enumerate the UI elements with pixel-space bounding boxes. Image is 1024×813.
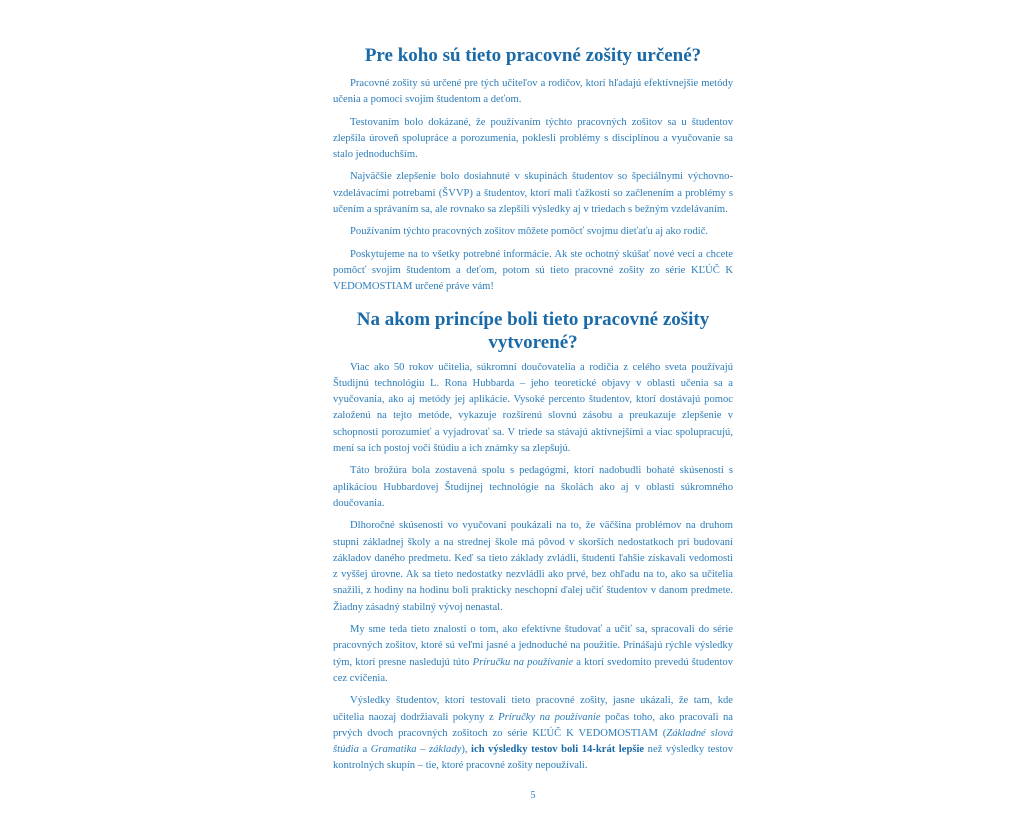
section-heading: Pre koho sú tieto pracovné zošity určené? (364, 45, 702, 66)
text: a ktorí svedomito prevedú študentov cez cvičenia. (333, 656, 733, 684)
text: a (358, 744, 371, 756)
text: Výsledky študentov, ktorí testovali tieto pracovné zošity, jasne ukázali, že tam, kde učitelia naozaj dodržiavali pokyny z (333, 695, 733, 723)
italic-title: Príručky na používanie (498, 711, 601, 723)
paragraph: Pracovné zošity sú určené pre tých učiteľov a rodičov, ktorí hľadajú efektívnejšie metódy učenia a pomoci svojim študentom a deťom. (333, 78, 733, 106)
italic-title: Základné slová štúdia (333, 727, 734, 756)
text: My sme teda tieto znalosti o tom, ako efektívne študovať a učiť sa, spracovali do série pracovných zošitov, ktoré sú veľmi jasné a jednoduché na použitie. Prinášajú rýchle výsledky tým, ktorí presne nasledujú túto (333, 624, 733, 668)
paragraph: Viac ako 50 rokov učitelia, súkromní doučovatelia a rodičia z celého sveta používajú Študijnú technológiu L. Rona Hubbarda – jeho teoretické objavy v oblasti učenia sa a vyučovania, ako aj metódy jej aplikácie. Vysoké percento študentov, ktorí dostávajú pomoc založenú na tejto metóde, vykazuje rozšírenú slovnú zásobu a preukazuje zlepšenie v schopnosti porozumieť a vyjadrovať sa. V triede sa stávajú aktívnejšími a viac spolupracujú, mení sa ich postoj voči štúdiu a ich známky sa zlepšujú. (333, 361, 733, 455)
paragraph (333, 693, 733, 774)
paragraph: Najväčšie zlepšenie bolo dosiahnuté v skupinách študentov so špeciálnymi výchovno-vzdelávacími potrebami (ŠVVP) a študentov, ktorí mali ťažkosti so začlenením a problémy s učením a správaním sa, ale rovnako sa zlepšili výsledky aj v triedach s bežným vzdelávaním. (333, 171, 733, 216)
bold-emphasis: ich výsledky testov boli 14-krát lepšie (471, 744, 645, 756)
paragraph (333, 622, 733, 687)
italic-title: Príručku na používanie (472, 656, 574, 668)
document-page (333, 0, 733, 813)
paragraph: Dlhoročné skúsenosti vo vyučovaní poukázali na to, že väčšina problémov na druhom stupni základnej školy a na strednej škole má pôvod v skorších nedostatkoch pri budovaní základov daného predmetu. Keď sa tieto základy zvládli, študenti ľahšie získavali vedomosti z vyššej úrovne. Ak sa tieto nedostatky nezvládli ako prvé, bez ohľadu na to, ako sa učitelia snažili, z hodiny na hodinu boli prakticky neschopní ďalej učiť študentov v danom predmete. Žiadny zásadný stabilný vývoj nenastal. (333, 520, 733, 613)
paragraph: Poskytujeme na to všetky potrebné informácie. Ak ste ochotný skúšať nové veci a chcete pomôcť svojim študentom a deťom, potom sú tieto pracovné zošity zo série KĽÚČ K VEDOMOSTIAM určené práve vám! (333, 248, 733, 293)
paragraph: Testovaním bolo dokázané, že používaním týchto pracovných zošitov sa u študentov zlepšila úroveň spolupráce a porozumenia, poklesli problémy s disciplínou a vyučovanie sa stalo jednoduchším. (333, 116, 733, 161)
paragraph: Používaním týchto pracovných zošitov môžete pomôcť svojmu dieťaťu aj ako rodič. (350, 226, 709, 238)
paragraph: Táto brožúra bola zostavená spolu s pedagógmi, ktorí nadobudli bohaté skúsenosti s aplikáciou Hubbardovej Študijnej technológie na školách ako aj v oblasti súkromného doučovania. (333, 465, 733, 509)
page-number: 5 (530, 789, 536, 801)
section-heading: Na akom princípe boli tieto pracovné zošity vytvorené? (356, 308, 710, 353)
text: ), (461, 744, 472, 756)
text: počas toho, ako pracovali na prvých dvoch pracovných zošitoch zo série KĽÚČ K VEDOMOSTIAM ( (333, 711, 733, 739)
text: než výsledky testov kontrolných skupín – tie, ktoré pracovné zošity nepoužívali. (333, 744, 733, 772)
italic-title: Gramatika – základy (370, 744, 462, 756)
